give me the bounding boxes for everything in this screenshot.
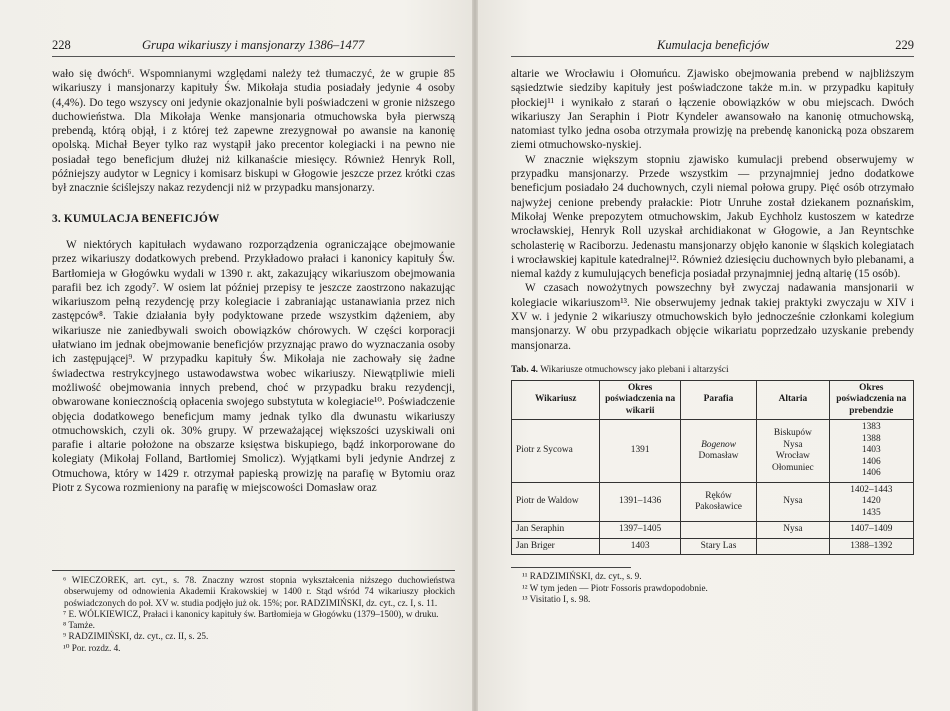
row-altar: Nysa xyxy=(757,522,829,539)
parish-entry: Domasław xyxy=(698,451,739,462)
row-prebend xyxy=(829,420,913,483)
col-header-vicar-period: Okres poświadczenia na wikarii xyxy=(600,380,680,420)
row-altar xyxy=(757,420,829,483)
left-paragraph-1: wało się dwóch⁶. Wspomnianymi względami należy też tłumaczyć, że w grupie 85 wikariuszy i mansjonarzy kapituły Św. Mikołaja studia posiadały jedynie 4 osoby (4,4%). Do tego wszyscy oni jedynie okazjonalnie byli poświadczeni w gronie niższego duchowieństwa. Dla Mikołaja Wenke mansjonaria otmuchowska była pierwszą prebendą, którą objął, i z której też zapewne zrezygnował po awansie na kanonię opolską. Michał Beyer tylko raz wystąpił jako precentor kolegiacki i na pewno nie posiadał tego beneficjum dłużej niż kilkanaście miesięcy. Również Henryk Roll, późniejszy audytor w Legnicy i komisarz biskupi w Głogowie jeszcze przez krótki czas był znacznie ściślejszy nakaz rezydencji niż w przypadku mansjonarzy. xyxy=(52,68,455,195)
left-page-number: 228 xyxy=(52,38,71,52)
row-vicar: Piotr z Sycowa xyxy=(512,420,600,483)
parish-entry: Pakosławice xyxy=(695,502,742,513)
prebend-entry: 1406 xyxy=(861,456,881,467)
prebend-entry: 1403 xyxy=(861,445,881,456)
altar-entry: Wrocław xyxy=(775,451,810,462)
right-footnotes xyxy=(511,571,914,605)
row-altar xyxy=(757,538,829,555)
footnote-8: ⁸ Tamże. xyxy=(63,620,95,631)
table-row xyxy=(512,482,914,522)
altar-entry: Ołomuniec xyxy=(772,462,814,473)
prebend-entry: 1383 xyxy=(861,422,881,433)
row-parish xyxy=(680,420,756,483)
col-header-vicar: Wikariusz xyxy=(512,380,600,420)
prebend-entry: 1435 xyxy=(861,507,881,518)
prebend-entry: 1406 xyxy=(861,468,881,479)
right-page xyxy=(475,0,950,711)
footnote-11: ¹¹ RADZIMIŃSKI, dz. cyt., s. 9. xyxy=(522,571,642,582)
right-footnote-rule xyxy=(511,567,631,568)
row-altar: Nysa xyxy=(757,482,829,522)
footnote-13: ¹³ Visitatio I, s. 98. xyxy=(522,594,591,605)
left-footnotes xyxy=(52,570,455,654)
table-caption-text: Wikariusze otmuchowscy jako plebani i altarzyści xyxy=(540,364,729,375)
prebend-entry: 1420 xyxy=(861,496,881,507)
altar-entry: Biskupów xyxy=(773,428,812,439)
row-parish xyxy=(680,482,756,522)
table-row xyxy=(512,538,914,555)
left-running-head: Grupa wikariuszy i mansjonarzy 1386–1477 xyxy=(142,38,365,52)
parish-entry: Bogenow xyxy=(701,439,736,450)
row-parish xyxy=(680,522,756,539)
row-period: 1391–1436 xyxy=(600,482,680,522)
footnote-10: ¹⁰ Por. rozdz. 4. xyxy=(63,642,121,653)
table-caption xyxy=(511,365,914,375)
row-prebend: 1407–1409 xyxy=(829,522,913,539)
prebend-entry: 1388 xyxy=(861,433,881,444)
col-header-altar: Altaria xyxy=(757,380,829,420)
footnote-7: ⁷ E. WÓLKIEWICZ, Prałaci i kanonicy kapituły św. Bartłomieja w Głogówku (1379–1500), w druku. xyxy=(63,608,439,619)
left-page-header xyxy=(52,38,455,57)
right-paragraph-2: W znacznie większym stopniu zjawisko kumulacji prebend obserwujemy w przypadku mansjonarzy. Przede wszystkim — przynajmniej jedno dodatkowe beneficjum posiadało 24 duchownych, czyli niemal połowa grupy. Pięć osób otrzymało najwyżej cenione prebendy prałackie: Piotr Unruhe został dziekanem poznańskim, Mikołaj Wenke prepozytem otmuchowskim, Jakub Eychholz kustoszem w katedrze wrocławskiej, Henryk Roll uzyskał archidiakonat w Głogowie, a Jan Reyntschke scholasterię w Raciborzu. Jedenastu mansjonarzy objęło kanonie w śląskich kolegiatach i wrocławskiej kapitule katedralnej¹². Również dziesięciu duchownych było plebanami, a niemal każdy z kumulujących beneficja posiadał przynajmniej jedną altarię (15 osób). xyxy=(511,153,914,281)
footnote-12: ¹² W tym jeden — Piotr Fossoris prawdopodobnie. xyxy=(522,582,708,593)
table-caption-number: Tab. 4. xyxy=(511,364,539,375)
col-header-parish: Parafia xyxy=(680,380,756,420)
right-paragraph-3: W czasach nowożytnych powszechny był zwyczaj nadawania mansjonarii w kolegiacie wikariuszom¹³. Nie obserwujemy jednak takiej praktyki zwyczaju w XIV i XV w. i jedynie 2 wikariuszy otmuchowskich było jednocześnie członkami kolegium mansjonarzy. W obu przypadkach objęcie wikariatu poprzedzało uzyskanie prebendy mansjonarza. xyxy=(511,282,914,352)
table-header-row xyxy=(512,380,914,420)
row-vicar: Piotr de Waldow xyxy=(512,482,600,522)
table-row xyxy=(512,420,914,483)
book-gutter xyxy=(472,0,478,711)
row-prebend: 1388–1392 xyxy=(829,538,913,555)
vicars-table xyxy=(511,380,914,556)
section-title: 3. KUMULACJA BENEFICJÓW xyxy=(52,212,220,225)
row-prebend xyxy=(829,482,913,522)
col-header-prebend-period: Okres poświadczenia na prebendzie xyxy=(829,380,913,420)
right-running-head: Kumulacja beneficjów xyxy=(657,38,770,52)
left-paragraph-2: W niektórych kapitułach wydawano rozporządzenia ograniczające obejmowanie przez wikariuszy dodatkowych prebend. Przykładowo prałaci i kanonicy kapituły Św. Bartłomieja w Głogówku wydali w 1390 r. akt, zakazujący wikariuszom obejmowania parafii bez ich zgody⁷. W osiem lat później przepisy te jeszcze zaostrzono nakazując wikariuszom pełną rezydencję przy kolegiacie i zabraniając ustanawiania przez nich zastępców⁸. Takie działania były podyktowane przede wszystkim dążeniem, aby wikariusze nie zaniedbywali swoich obowiązków chórowych. W części korporacji ułatwiano im jednak obejmowanie beneficjów przyznając prawo do wyznaczania osoby ich zastępującej⁹. W przypadku kapituły Św. Mikołaja nie zachowały się żadne świadectwa restrykcyjnego ustawodawstwa wobec wikariuszy. Niewątpliwie mieli możliwość obejmowania innych prebend, choć w przypadku braku rezydencji, obwarowane koniecznością opłacenia swojego substytuta w kolegiacie¹⁰. Poświadczenie objęcia dodatkowego beneficjum mamy jednak tylko dla dwunastu wikariuszy otmuchowskich, czyli ok. 30% grupy. W przeważającej większości uzyskiwali oni parafie i altarie położone na obszarze księstwa biskupiego, bądź inkorporowane do kolegiaty (Mikołaj Folland, Bartłomiej Smolicz). Wyjątkami byli jedynie Andrzej z Otmuchowa, który w 1429 r. otrzymał papieską prowizję na parafię w Bytomiu oraz Piotr z Sycowa rozmieniony na parafię w miejscowości Domasław oraz xyxy=(52,238,455,495)
row-vicar: Jan Seraphin xyxy=(512,522,600,539)
right-page-number: 229 xyxy=(895,38,914,52)
altar-entry: Nysa xyxy=(783,439,803,450)
right-page-header xyxy=(511,38,914,57)
table-row xyxy=(512,522,914,539)
row-vicar: Jan Briger xyxy=(512,538,600,555)
row-parish: Stary Las xyxy=(680,538,756,555)
footnote-9: ⁹ RADZIMIŃSKI, dz. cyt., cz. II, s. 25. xyxy=(63,631,209,642)
footnote-6: ⁶ WIECZOREK, art. cyt., s. 78. Znaczny wzrost stopnia wykształcenia niższego duchowieństwa obserwujemy od odnowienia Akademii Krakowskiej w 1400 r. Stąd wśród 74 wikariuszy płockich poświadczonych do poł. XV w. studia podjęło już ok. 15%; por. RADZIMIŃSKI, dz. cyt., cz. I, s. 11. xyxy=(63,575,455,608)
right-paragraph-1: altarie we Wrocławiu i Ołomuńcu. Zjawisko obejmowania prebend w najbliższym sąsiedztwie siedziby kapituły jest poświadczone także m.in. w przypadku kapituły płockiej¹¹ i wynikało z starań o łączenie obowiązków w obu miejscach. Dwóch wikariuszy Jan Seraphin i Piotr Kyndeler awansowało na kanonię otmuchowską, natomiast tylko jedna osoba otrzymała prowizję na prebendę kanonicką poza obszarem ziemi otmuchowsko-nyskiej. xyxy=(511,68,914,152)
parish-entry: Ręków xyxy=(705,490,732,501)
row-period: 1403 xyxy=(600,538,680,555)
right-body-text xyxy=(511,67,914,353)
row-period: 1397–1405 xyxy=(600,522,680,539)
left-body-text xyxy=(52,67,455,495)
row-period: 1391 xyxy=(600,420,680,483)
prebend-entry: 1402–1443 xyxy=(850,484,893,495)
